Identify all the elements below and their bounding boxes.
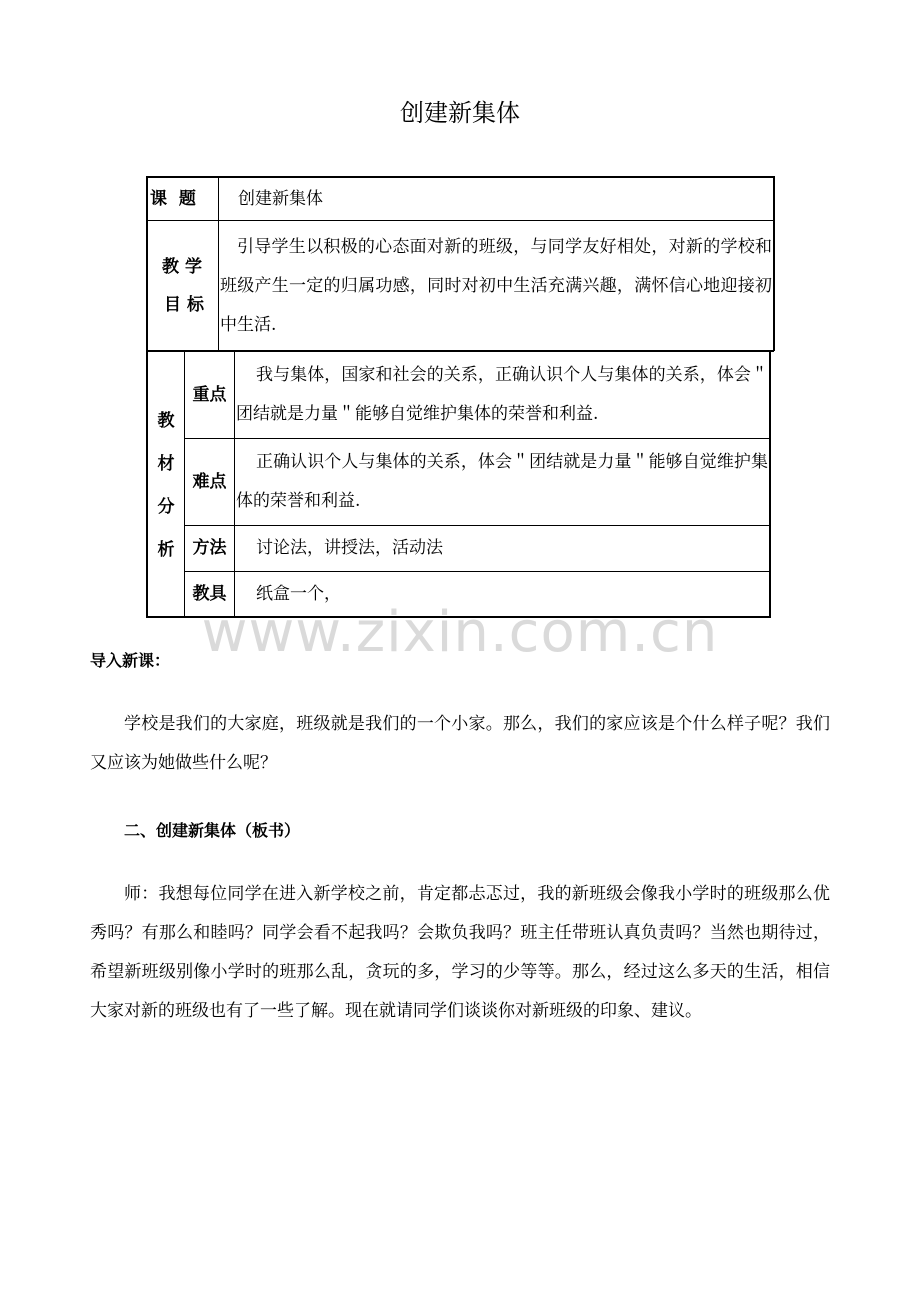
method-text: 讨论法，讲授法，活动法: [256, 538, 443, 558]
method-label: 方法: [192, 538, 227, 558]
objectives-text: 引导学生以积极的心态面对新的班级，与同学友好相处，对新的学校和班级产生一定的归属功感，同时对初中生活充满兴趣，满怀信心地迎接初中生活.: [220, 237, 772, 335]
topic-value: 创建新集体: [238, 189, 323, 209]
teaching-aids-label: 教具: [192, 584, 227, 604]
difficulties-label: 难点: [192, 472, 227, 492]
table-border: [773, 176, 775, 351]
analysis-label-char: 材: [157, 454, 175, 474]
objectives-label-line1: 教 学: [162, 257, 202, 277]
analysis-label-char: 分: [157, 497, 175, 517]
section-two-heading: 二、创建新集体（板书）: [124, 821, 301, 840]
watermark: www.zixin.com.cn: [201, 600, 719, 665]
key-points-text: 我与集体，国家和社会的关系，正确认识个人与集体的关系，体会＂团结就是力量＂能够自觉维护集体的荣誉和利益.: [236, 365, 768, 424]
table-border: [218, 176, 219, 351]
teaching-aids-text: 纸盒一个，: [256, 584, 341, 604]
table-border: [184, 525, 770, 526]
table-border: [184, 438, 770, 439]
table-border: [146, 350, 148, 617]
table-border: [146, 176, 774, 178]
table-border: [146, 220, 774, 221]
intro-paragraph: 学校是我们的大家庭，班级就是我们的一个小家。那么，我们的家应该是个什么样子呢？我们又应该为她做些什么呢？: [90, 714, 830, 773]
topic-label: 课 题: [150, 189, 196, 209]
table-border: [234, 350, 235, 617]
analysis-label-char: 析: [157, 540, 175, 560]
objectives-label-line2: 目 标: [164, 295, 204, 315]
key-points-label: 重点: [192, 385, 227, 405]
analysis-label-char: 教: [157, 411, 175, 431]
intro-heading: 导入新课：: [90, 651, 171, 670]
document-title: 创建新集体: [400, 99, 520, 127]
table-border: [769, 350, 771, 617]
table-border: [146, 350, 774, 352]
section-two-paragraph: 师：我想每位同学在进入新学校之前，肯定都忐忑过，我的新班级会像我小学时的班级那么优秀吗？有那么和睦吗？同学会看不起我吗？会欺负我吗？班主任带班认真负责吗？当然也期待过，希望新班级别像小学时的班那么乱，贪玩的多，学习的少等等。那么，经过这么多天的生活，相信大家对新的班级也有了一些了解。现在就请同学们谈谈你对新班级的印象、建议。: [90, 884, 830, 1021]
table-border: [184, 571, 770, 572]
difficulties-text: 正确认识个人与集体的关系，体会＂团结就是力量＂能够自觉维护集体的荣誉和利益.: [236, 452, 768, 511]
